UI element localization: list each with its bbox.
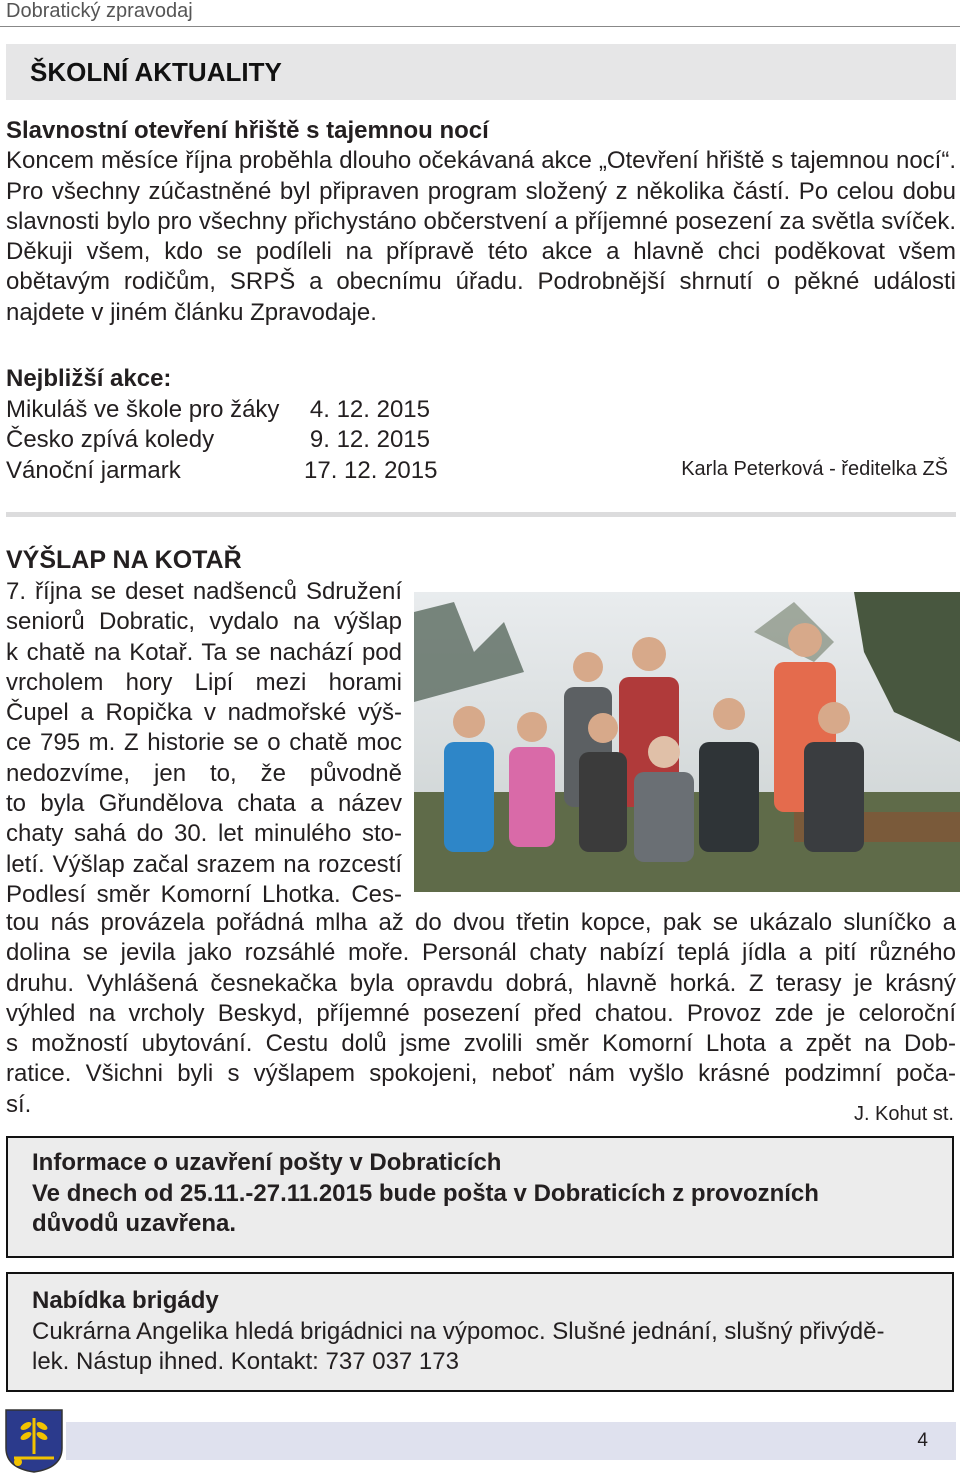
job-offer-notice [6, 1272, 954, 1392]
hike-line: to byla Gřundělova chata a název [6, 790, 402, 818]
page-number: 4 [917, 1430, 928, 1451]
hike-line: tou nás provázela pořádná mlha až do dvou třetin kopce, pak se ukázalo sluníčko a [6, 909, 956, 936]
event-name: Česko zpívá koledy [6, 426, 215, 453]
hike-line: dolina se jevila jako rozsáhlé moře. Personál chaty nabízí teplá jídla a pití různého [6, 939, 956, 967]
notice-title: Nabídka brigády [32, 1287, 219, 1314]
hike-line: Podlesí směr Komorní Lhotka. Ces- [6, 880, 402, 908]
notice-title: Informace o uzavření pošty v Dobraticích [32, 1149, 502, 1176]
events-heading: Nejbližší akce: [6, 365, 172, 392]
event-row [6, 456, 438, 487]
school-signature: Karla Peterková - ředitelka ZŠ [681, 458, 948, 480]
hike-title: VÝŠLAP NA KOTAŘ [6, 546, 242, 574]
event-date: 4. 12. 2015 [309, 395, 430, 423]
hike-signature: J. Kohut st. [853, 1103, 954, 1125]
hike-line: sí. [6, 1090, 32, 1118]
event-date: 9. 12. 2015 [309, 426, 430, 453]
notice-line: důvodů uzavřena. [32, 1210, 237, 1237]
village-coat-of-arms-icon [4, 1408, 64, 1474]
group-photo [414, 592, 960, 892]
running-header: Dobratický zpravodaj [6, 0, 193, 22]
section-title: ŠKOLNÍ AKTUALITY [30, 57, 282, 87]
hike-line: druhu. Vyhlášená česnekačka byla opravdu dobrá, hlavně horká. Z terasy je krásný [6, 969, 956, 997]
header-rule [0, 26, 960, 27]
article-title: Slavnostní otevření hřiště s tajemnou nocí [6, 117, 489, 144]
notice-line: lek. Nástup ihned. Kontakt: 737 037 173 [32, 1348, 459, 1375]
notice-line: Cukrárna Angelika hledá brigádnici na výpomoc. Slušné jednání, slušný přivýdě- [32, 1317, 885, 1345]
events-list [6, 364, 438, 486]
footer-bar [66, 1422, 956, 1460]
hike-line: seniorů Dobratic, vydalo na výšlap [6, 608, 402, 636]
hike-line: ce 795 m. Z historie se o chatě moc [6, 729, 402, 757]
section-bar [6, 44, 956, 100]
event-row [6, 425, 430, 456]
hike-line: 7. října se deset nadšenců Sdružení [6, 578, 402, 605]
hike-line: s možností ubytování. Cestu dolů jsme zvolili směr Komorní Lhota a zpět na Dob- [6, 1030, 956, 1058]
event-name: Mikuláš ve škole pro žáky [6, 395, 280, 423]
post-office-notice [6, 1136, 954, 1258]
hike-line: nedozvíme, jen to, že původně [6, 759, 402, 787]
event-row [6, 395, 430, 426]
hike-line: ratice. Všichni byli s výšlapem spokojeni, neboť nám vyšlo krásné podzimní poča- [6, 1060, 956, 1088]
hike-text-left [6, 577, 402, 910]
hike-line: vrcholem hory Lipí mezi horami [6, 668, 402, 696]
hike-line: chaty sahá do 30. let minulého sto- [6, 820, 402, 848]
hike-line: Čupel a Ropička v nadmořské výš- [6, 699, 402, 727]
section-divider [6, 512, 956, 517]
event-name: Vánoční jarmark [6, 456, 181, 484]
hike-line: výhled na vrcholy Beskyd, příjemné posezení před chatou. Provoz zde je celoroční [6, 999, 956, 1027]
hike-line: k chatě na Kotař. Ta se nachází pod [6, 638, 402, 666]
hike-text-bottom [6, 908, 956, 1120]
article-body: Koncem měsíce října proběhla dlouho očekávaná akce „Otevření hřiště s tajemnou nocí“. Pro všechny zúčastněné byl připraven program složený z několika částí. Po celou dobu slavnosti bylo pro všechny přichystáno občerstvení a příjemné posezení za světla svíček. Děkuji všem, kdo se podíleli na přípravě této akce a hlavně chci poděkovat všem obětavým rodičům, SRPŠ a obecnímu úřadu. Podrobnější shrnutí o pěkné události najdete v jiném článku Zpravodaje. [6, 147, 956, 326]
hike-line: letí. Výšlap začal srazem na rozcestí [6, 850, 402, 878]
notice-line: Ve dnech od 25.11.-27.11.2015 bude pošta v Dobraticích z provozních [32, 1179, 819, 1207]
school-article [6, 116, 956, 328]
event-date: 17. 12. 2015 [304, 456, 438, 484]
